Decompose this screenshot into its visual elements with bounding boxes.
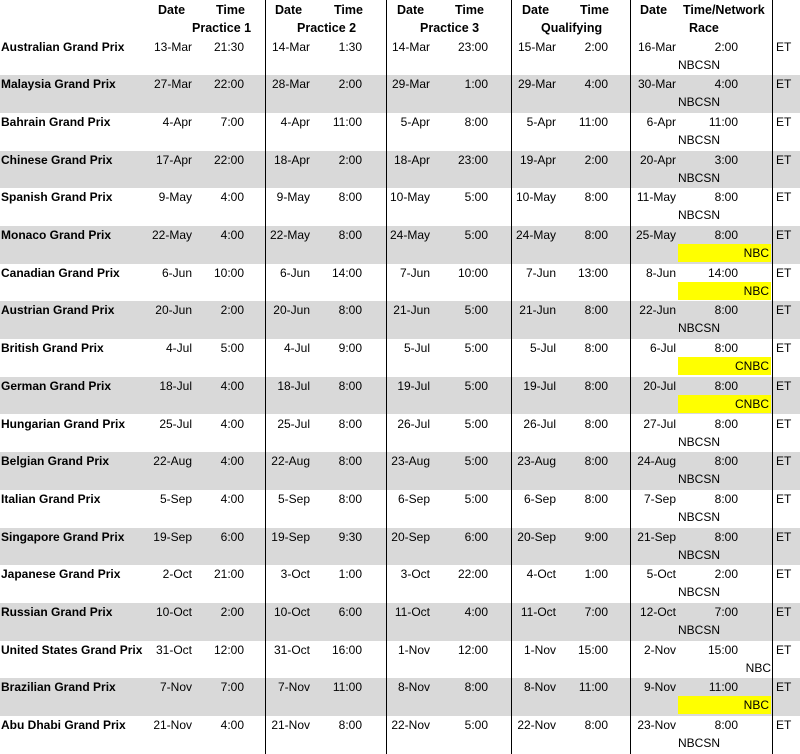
practice3-date: 26-Jul — [397, 416, 430, 431]
practice2-time: 2:00 — [338, 77, 362, 92]
race-timezone: ET — [776, 529, 792, 544]
practice1-date: 20-Jun — [155, 303, 192, 318]
race-date: 6-Apr — [646, 114, 676, 129]
practice2-time: 2:00 — [338, 152, 362, 167]
qualifying-time: 13:00 — [577, 265, 608, 280]
table-row — [0, 603, 800, 641]
practice3-time: 5:00 — [464, 491, 488, 506]
qualifying-time: 8:00 — [584, 190, 608, 205]
header-date-practice3: Date — [397, 3, 425, 17]
qualifying-date: 20-Sep — [517, 529, 556, 544]
qualifying-date: 19-Apr — [519, 152, 556, 167]
race-time: 2:00 — [714, 567, 738, 582]
grand-prix-name: Australian Grand Prix — [1, 39, 125, 54]
race-time: 15:00 — [707, 642, 738, 657]
table-row — [0, 490, 800, 528]
practice3-date: 18-Apr — [393, 152, 430, 167]
race-time: 8:00 — [714, 416, 738, 431]
practice2-date: 22-May — [269, 228, 310, 242]
practice3-time: 5:00 — [464, 378, 488, 393]
race-network — [678, 244, 771, 262]
practice2-date: 20-Jun — [273, 303, 310, 318]
grand-prix-name: Canadian Grand Prix — [1, 265, 120, 280]
practice2-time: 8:00 — [338, 718, 362, 733]
practice3-time: 12:00 — [457, 642, 488, 657]
race-timezone: ET — [776, 378, 792, 393]
race-date: 6-Jul — [649, 341, 676, 356]
header-time-practice1: Time — [216, 3, 245, 17]
race-timezone: ET — [776, 491, 792, 506]
race-timezone: ET — [776, 642, 792, 657]
separator-practice3 — [511, 0, 512, 754]
qualifying-date: 10-May — [515, 190, 556, 205]
race-timezone: ET — [776, 152, 792, 167]
practice3-date: 7-Jun — [399, 265, 430, 280]
practice1-date: 7-Nov — [159, 680, 192, 695]
qualifying-date: 19-Jul — [523, 378, 556, 393]
race-date: 22-Jun — [639, 303, 676, 318]
grand-prix-name: Spanish Grand Prix — [1, 190, 113, 205]
race-date: 16-Mar — [637, 39, 676, 54]
qualifying-date: 1-Nov — [523, 642, 556, 657]
race-date: 20-Jul — [643, 378, 676, 393]
practice1-time: 4:00 — [220, 416, 244, 431]
practice2-date: 18-Jul — [277, 378, 310, 393]
practice1-time: 6:00 — [220, 529, 244, 544]
race-timezone: ET — [776, 567, 792, 582]
practice3-date: 3-Oct — [400, 567, 430, 582]
practice1-time: 4:00 — [220, 491, 244, 506]
race-date: 5-Oct — [646, 567, 676, 582]
race-network — [678, 395, 771, 413]
table-row — [0, 38, 800, 76]
practice2-date: 31-Oct — [273, 642, 310, 657]
practice2-time: 8:00 — [338, 454, 362, 469]
practice3-time: 5:00 — [464, 454, 488, 469]
practice3-date: 11-Oct — [394, 605, 430, 619]
qualifying-date: 22-Nov — [517, 718, 556, 733]
qualifying-time: 7:00 — [584, 605, 608, 619]
practice3-time: 5:00 — [464, 228, 488, 242]
qualifying-date: 26-Jul — [523, 416, 556, 431]
practice2-date: 25-Jul — [277, 416, 310, 431]
practice3-date: 22-Nov — [391, 718, 430, 733]
practice3-time: 5:00 — [464, 416, 488, 431]
practice3-date: 10-May — [389, 190, 430, 205]
race-network: NBCSN — [678, 95, 721, 110]
qualifying-date: 21-Jun — [519, 303, 556, 318]
practice2-time: 6:00 — [338, 605, 362, 619]
grand-prix-name: Bahrain Grand Prix — [1, 114, 111, 129]
race-timezone: ET — [776, 228, 792, 242]
practice2-date: 6-Jun — [279, 265, 310, 280]
practice1-time: 4:00 — [220, 378, 244, 393]
header-time-qualifying: Time — [580, 3, 609, 17]
table-row — [0, 528, 800, 566]
race-network: NBCSN — [678, 585, 721, 600]
practice1-time: 4:00 — [220, 718, 244, 733]
race-time: 11:00 — [708, 680, 738, 695]
grand-prix-name: Russian Grand Prix — [1, 605, 113, 619]
practice1-date: 25-Jul — [159, 416, 192, 431]
qualifying-date: 11-Oct — [520, 605, 556, 619]
practice1-date: 27-Mar — [153, 77, 192, 92]
practice2-date: 10-Oct — [273, 605, 310, 619]
practice1-time: 21:00 — [213, 567, 244, 582]
header-race: Race — [689, 21, 719, 35]
grand-prix-name: Singapore Grand Prix — [1, 529, 125, 544]
race-time: 3:00 — [714, 152, 738, 167]
race-time: 8:00 — [714, 378, 738, 393]
qualifying-time: 11:00 — [578, 114, 608, 129]
table-row — [0, 301, 800, 339]
race-date: 20-Apr — [639, 152, 676, 167]
race-timezone: ET — [776, 303, 792, 318]
practice1-date: 17-Apr — [155, 152, 192, 167]
table-row — [0, 75, 800, 113]
practice1-date: 10-Oct — [155, 605, 192, 619]
practice2-date: 4-Jul — [283, 341, 310, 356]
practice2-time: 9:00 — [338, 341, 362, 356]
practice3-date: 23-Aug — [391, 454, 430, 469]
race-network-label: NBC — [743, 698, 769, 713]
practice1-date: 22-Aug — [153, 454, 192, 469]
practice2-date: 9-May — [276, 190, 310, 205]
race-time: 8:00 — [714, 491, 738, 506]
race-network-label: CNBC — [734, 359, 769, 374]
race-time: 8:00 — [714, 228, 738, 242]
practice3-time: 8:00 — [464, 114, 488, 129]
qualifying-time: 11:00 — [578, 680, 608, 695]
grand-prix-name: Brazilian Grand Prix — [1, 680, 116, 695]
practice2-time: 1:00 — [338, 567, 362, 582]
practice2-time: 8:00 — [338, 303, 362, 318]
practice2-date: 4-Apr — [280, 114, 310, 129]
practice3-date: 20-Sep — [391, 529, 430, 544]
grand-prix-name: Italian Grand Prix — [1, 491, 101, 506]
race-timezone: ET — [776, 416, 792, 431]
qualifying-time: 8:00 — [584, 416, 608, 431]
practice2-time: 9:30 — [338, 529, 362, 544]
qualifying-time: 2:00 — [584, 152, 608, 167]
race-network: NBCSN — [678, 321, 721, 336]
practice3-time: 10:00 — [457, 265, 488, 280]
race-timezone: ET — [776, 718, 792, 733]
practice2-date: 14-Mar — [271, 39, 310, 54]
race-timezone: ET — [776, 77, 792, 92]
qualifying-date: 8-Nov — [523, 680, 556, 695]
race-date: 30-Mar — [637, 77, 676, 92]
practice2-date: 5-Sep — [277, 491, 310, 506]
table-row — [0, 264, 800, 302]
qualifying-time: 8:00 — [584, 491, 608, 506]
qualifying-time: 9:00 — [584, 529, 608, 544]
race-network: NBCSN — [678, 623, 721, 637]
race-time: 8:00 — [714, 190, 738, 205]
table-row — [0, 415, 800, 453]
qualifying-time: 8:00 — [584, 378, 608, 393]
practice2-time: 14:00 — [331, 265, 362, 280]
qualifying-time: 8:00 — [584, 454, 608, 469]
grand-prix-name: Malaysia Grand Prix — [1, 77, 116, 92]
header-date-qualifying: Date — [522, 3, 550, 17]
practice3-time: 5:00 — [464, 718, 488, 733]
practice2-time: 16:00 — [331, 642, 362, 657]
race-network — [678, 696, 771, 714]
practice1-time: 10:00 — [213, 265, 244, 280]
qualifying-date: 29-Mar — [517, 77, 556, 92]
qualifying-time: 2:00 — [584, 39, 608, 54]
practice1-time: 5:00 — [220, 341, 244, 356]
practice3-time: 22:00 — [457, 567, 488, 582]
practice1-date: 6-Jun — [161, 265, 192, 280]
practice2-date: 22-Aug — [271, 454, 310, 469]
table-row — [0, 678, 800, 716]
practice3-date: 1-Nov — [397, 642, 430, 657]
race-network — [678, 357, 771, 375]
header-time-practice3: Time — [455, 3, 484, 17]
practice1-time: 22:00 — [213, 77, 244, 92]
practice3-time: 1:00 — [464, 77, 488, 92]
race-timezone: ET — [776, 454, 792, 469]
practice3-date: 24-May — [389, 228, 430, 242]
practice2-date: 7-Nov — [277, 680, 310, 695]
race-date: 12-Oct — [639, 605, 676, 619]
race-network: NBCSN — [678, 472, 721, 487]
race-time: 8:00 — [714, 529, 738, 544]
race-time: 8:00 — [714, 454, 738, 469]
practice1-date: 18-Jul — [159, 378, 192, 393]
grand-prix-name: Japanese Grand Prix — [1, 567, 121, 582]
header-practice3: Practice 3 — [420, 21, 480, 35]
race-timezone: ET — [776, 341, 792, 356]
practice3-date: 5-Apr — [400, 114, 430, 129]
practice3-date: 5-Jul — [403, 341, 430, 356]
race-time: 7:00 — [714, 605, 738, 619]
header-time-practice2: Time — [334, 3, 363, 17]
practice2-time: 8:00 — [338, 416, 362, 431]
race-network: NBCSN — [678, 208, 721, 223]
table-row — [0, 339, 800, 377]
practice1-date: 22-May — [151, 228, 192, 242]
qualifying-date: 7-Jun — [525, 265, 556, 280]
practice2-time: 8:00 — [338, 491, 362, 506]
practice3-date: 8-Nov — [397, 680, 430, 695]
race-network: NBCSN — [678, 57, 721, 72]
race-timezone: ET — [776, 114, 792, 129]
qualifying-date: 23-Aug — [517, 454, 556, 469]
practice2-date: 18-Apr — [273, 152, 310, 167]
header-time-network-race: Time/Network — [683, 3, 765, 17]
practice3-time: 5:00 — [464, 341, 488, 356]
practice2-date: 21-Nov — [271, 718, 310, 733]
header-date-practice2: Date — [275, 3, 303, 17]
race-network — [678, 659, 771, 677]
separator-qualifying — [630, 0, 631, 754]
race-network-label: CNBC — [734, 396, 769, 411]
practice2-time: 11:00 — [332, 114, 362, 129]
table-row — [0, 452, 800, 490]
grand-prix-name: German Grand Prix — [1, 378, 112, 393]
practice1-date: 2-Oct — [162, 567, 192, 582]
race-network: NBCSN — [678, 170, 721, 185]
race-date: 11-May — [636, 190, 676, 205]
qualifying-time: 1:00 — [584, 567, 608, 582]
race-date: 8-Jun — [645, 265, 676, 280]
qualifying-time: 8:00 — [584, 341, 608, 356]
header-date-race: Date — [640, 3, 668, 17]
race-timezone: ET — [776, 605, 792, 619]
practice1-time: 2:00 — [220, 303, 244, 318]
practice1-time: 22:00 — [213, 152, 244, 167]
practice3-time: 5:00 — [464, 303, 488, 318]
header-qualifying: Qualifying — [541, 21, 603, 35]
race-network: NBCSN — [678, 547, 721, 562]
race-network: NBCSN — [678, 736, 721, 751]
table-row — [0, 151, 800, 189]
practice3-date: 6-Sep — [397, 491, 430, 506]
race-network: NBCSN — [678, 434, 721, 449]
practice2-time: 8:00 — [338, 378, 362, 393]
table-row — [0, 113, 800, 151]
grand-prix-name: United States Grand Prix — [1, 642, 143, 657]
race-date: 2-Nov — [643, 642, 676, 657]
race-date: 23-Nov — [637, 718, 676, 733]
header-practice1: Practice 1 — [192, 21, 252, 35]
practice3-date: 14-Mar — [391, 39, 430, 54]
practice3-time: 6:00 — [464, 529, 488, 544]
qualifying-date: 6-Sep — [523, 491, 556, 506]
race-network-label: NBC — [743, 283, 769, 298]
race-date: 21-Sep — [637, 529, 676, 544]
table-row — [0, 716, 800, 754]
practice1-time: 7:00 — [220, 114, 244, 129]
grand-prix-name: British Grand Prix — [1, 341, 104, 356]
grand-prix-name: Monaco Grand Prix — [1, 228, 112, 242]
race-date: 25-May — [635, 228, 676, 242]
practice1-time: 4:00 — [220, 190, 244, 205]
practice2-time: 8:00 — [338, 190, 362, 205]
qualifying-time: 8:00 — [584, 303, 608, 318]
practice2-time: 1:30 — [338, 39, 362, 54]
qualifying-date: 5-Apr — [526, 114, 556, 129]
table-row — [0, 641, 800, 679]
race-timezone: ET — [776, 265, 792, 280]
separator-race — [772, 0, 773, 754]
practice1-time: 7:00 — [220, 680, 244, 695]
practice1-date: 5-Sep — [159, 491, 192, 506]
race-network: NBCSN — [678, 509, 721, 524]
race-date: 27-Jul — [643, 416, 676, 431]
qualifying-time: 4:00 — [584, 77, 608, 92]
practice3-time: 23:00 — [457, 39, 488, 54]
practice1-time: 21:30 — [213, 39, 244, 54]
race-time: 8:00 — [714, 303, 738, 318]
race-time: 8:00 — [714, 341, 738, 356]
practice1-date: 21-Nov — [153, 718, 192, 733]
practice2-time: 8:00 — [338, 228, 362, 242]
practice3-time: 5:00 — [464, 190, 488, 205]
practice3-date: 21-Jun — [393, 303, 430, 318]
practice1-date: 4-Apr — [162, 114, 192, 129]
race-timezone: ET — [776, 190, 792, 205]
practice1-date: 31-Oct — [155, 642, 192, 657]
qualifying-date: 4-Oct — [526, 567, 556, 582]
table-row — [0, 565, 800, 603]
practice1-time: 2:00 — [220, 605, 244, 619]
qualifying-date: 5-Jul — [529, 341, 556, 356]
practice1-time: 12:00 — [213, 642, 244, 657]
separator-practice2 — [386, 0, 387, 754]
grand-prix-name: Belgian Grand Prix — [1, 454, 110, 469]
race-time: 8:00 — [714, 718, 738, 733]
header-practice2: Practice 2 — [297, 21, 357, 35]
header-date-practice1: Date — [158, 3, 186, 17]
practice3-time: 23:00 — [457, 152, 488, 167]
race-network-label: NBC — [745, 660, 771, 675]
qualifying-time: 15:00 — [577, 642, 608, 657]
qualifying-time: 8:00 — [584, 718, 608, 733]
practice3-date: 29-Mar — [391, 77, 430, 92]
separator-practice1 — [265, 0, 266, 754]
qualifying-date: 24-May — [515, 228, 556, 242]
practice1-date: 19-Sep — [153, 529, 192, 544]
practice1-date: 9-May — [158, 190, 192, 205]
practice1-time: 4:00 — [220, 228, 244, 242]
race-time: 11:00 — [708, 114, 738, 129]
table-row — [0, 188, 800, 226]
table-row — [0, 377, 800, 415]
qualifying-date: 15-Mar — [517, 39, 556, 54]
practice2-time: 11:00 — [332, 680, 362, 695]
race-time: 14:00 — [707, 265, 738, 280]
race-time: 4:00 — [714, 77, 738, 92]
qualifying-time: 8:00 — [584, 228, 608, 242]
race-timezone: ET — [776, 39, 792, 54]
practice1-time: 4:00 — [220, 454, 244, 469]
practice2-date: 3-Oct — [280, 567, 310, 582]
grand-prix-name: Chinese Grand Prix — [1, 152, 113, 167]
race-time: 2:00 — [714, 39, 738, 54]
race-date: 24-Aug — [637, 454, 676, 469]
grand-prix-name: Hungarian Grand Prix — [1, 416, 126, 431]
practice3-time: 4:00 — [464, 605, 488, 619]
race-network — [678, 282, 771, 300]
table-row — [0, 226, 800, 264]
practice3-date: 19-Jul — [397, 378, 430, 393]
race-network-label: NBC — [743, 246, 769, 260]
grand-prix-name: Abu Dhabi Grand Prix — [1, 718, 126, 733]
race-date: 7-Sep — [643, 491, 676, 506]
race-date: 9-Nov — [643, 680, 676, 695]
practice1-date: 13-Mar — [153, 39, 192, 54]
race-timezone: ET — [776, 680, 792, 695]
practice1-date: 4-Jul — [165, 341, 192, 356]
grand-prix-name: Austrian Grand Prix — [1, 303, 115, 318]
practice3-time: 8:00 — [464, 680, 488, 695]
practice2-date: 28-Mar — [271, 77, 310, 92]
race-network: NBCSN — [678, 132, 721, 147]
practice2-date: 19-Sep — [271, 529, 310, 544]
